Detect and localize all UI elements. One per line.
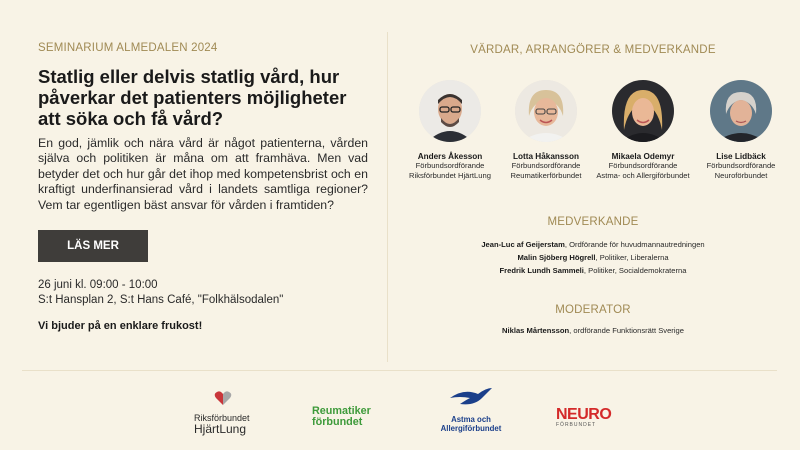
moderator-heading: MODERATOR — [555, 304, 631, 316]
host-name: Lise Lidbäck — [716, 152, 766, 161]
horizontal-divider — [22, 370, 777, 371]
event-lead: En god, jämlik och nära vård är något patienterna, vården själva och politiken är måna om att framhäva. Men vad betyder det och hur går det ihop med kompetensbrist och en kraftigt underfinansierad vård i landets samtliga regioner? Vem tar egentligen bäst ansvar för vården i framtiden? — [38, 136, 368, 212]
host-card — [593, 80, 693, 181]
reumatiker-logo — [312, 406, 371, 428]
vertical-divider — [387, 32, 388, 362]
avatar — [710, 80, 772, 142]
moderator-name: Niklas Mårtensson — [502, 326, 570, 335]
contributor-role: , Politiker, Liberalerna — [595, 253, 669, 262]
partner-logos — [0, 380, 800, 440]
host-organization: Riksförbundet HjärtLung — [409, 171, 491, 180]
host-name: Lotta Håkansson — [513, 152, 579, 161]
hjartlung-line2: HjärtLung — [194, 422, 247, 436]
event-when — [38, 278, 368, 308]
contributor-role: , Ordförande för huvudmannautredningen — [564, 240, 705, 249]
hjartlung-logo — [194, 390, 264, 436]
event-breakfast: Vi bjuder på en enklare frukost! — [38, 320, 203, 333]
moderator-line — [398, 326, 788, 335]
neuro-sub: FÖRBUNDET — [556, 422, 597, 428]
host-organization: Reumatikerförbundet — [510, 171, 582, 180]
moderator-role: , ordförande Funktionsrätt Sverige — [569, 326, 684, 335]
host-name: Anders Åkesson — [417, 152, 483, 161]
read-more-button[interactable]: LÄS MER — [38, 230, 148, 262]
astma-line2: Allergiförbundet — [440, 424, 502, 433]
host-card — [496, 80, 596, 181]
reumatiker-line1: Reumatiker — [312, 405, 371, 417]
neuro-main: NEURO — [556, 406, 612, 423]
event-kicker: SEMINARIUM ALMEDALEN 2024 — [38, 42, 218, 54]
host-role: Förbundsordförande — [415, 161, 485, 170]
list-item — [398, 264, 788, 277]
swallow-icon — [436, 386, 506, 415]
host-role: Förbundsordförande — [706, 161, 776, 170]
hjartlung-line1: Riksförbundet — [194, 413, 250, 423]
heart-lung-icon — [214, 390, 264, 411]
avatar — [612, 80, 674, 142]
event-headline: Statlig eller delvis statlig vård, hur påverkar det patienters möjligheter att söka och få vård? — [38, 66, 347, 129]
host-organization: Astma- och Allergiförbundet — [596, 171, 690, 180]
hosts-heading: VÄRDAR, ARRANGÖRER & MEDVERKANDE — [470, 44, 716, 56]
host-role: Förbundsordförande — [511, 161, 581, 170]
host-name: Mikaela Odemyr — [611, 152, 675, 161]
event-date-time: 26 juni kl. 09:00 - 10:00 — [38, 279, 158, 292]
contributor-name: Jean-Luc af Geijerstam — [481, 240, 565, 249]
contributor-name: Fredrik Lundh Sammeli — [499, 266, 584, 275]
contributors-list — [398, 238, 788, 277]
event-venue: S:t Hansplan 2, S:t Hans Café, "Folkhälsodalen" — [38, 294, 284, 307]
host-role: Förbundsordförande — [608, 161, 678, 170]
avatar — [515, 80, 577, 142]
list-item — [398, 238, 788, 251]
reumatiker-line2: förbundet — [312, 416, 363, 428]
contributor-name: Malin Sjöberg Högrell — [517, 253, 596, 262]
astma-line1: Astma och — [451, 415, 491, 424]
contributor-role: , Politiker, Socialdemokraterna — [583, 266, 687, 275]
host-organization: Neuroförbundet — [714, 171, 768, 180]
avatar — [419, 80, 481, 142]
neuro-logo — [556, 406, 611, 428]
list-item — [398, 251, 788, 264]
astma-allergi-logo — [436, 386, 506, 433]
host-card — [400, 80, 500, 181]
contributors-heading: MEDVERKANDE — [547, 216, 639, 228]
event-info — [38, 42, 368, 332]
host-card — [691, 80, 791, 181]
